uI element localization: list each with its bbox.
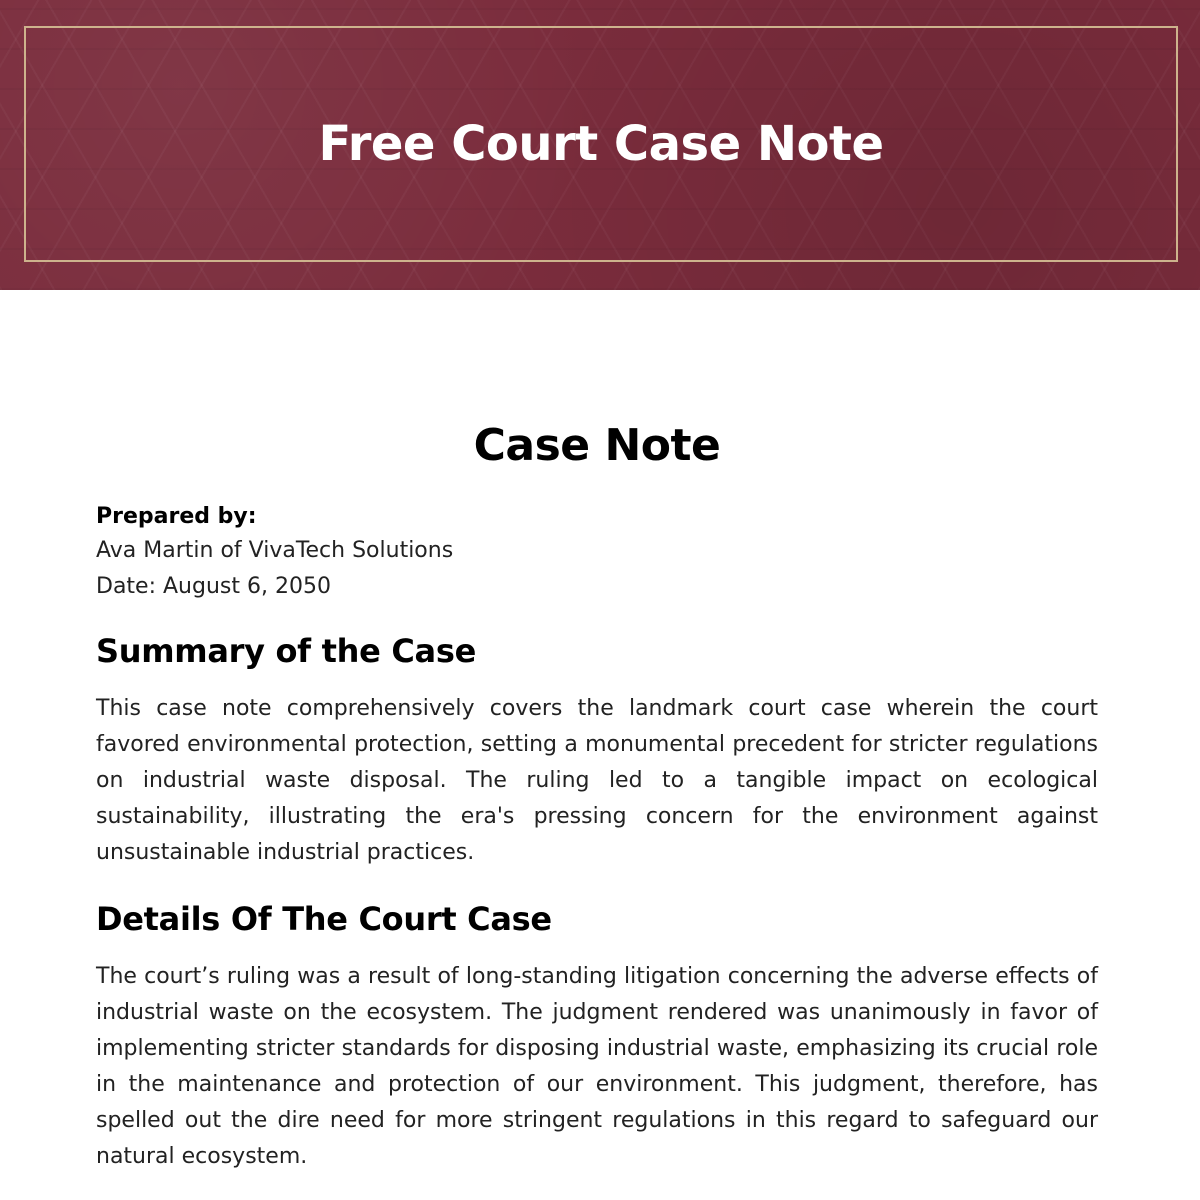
section-heading-summary: Summary of the Case [96, 632, 476, 670]
banner-frame [24, 26, 1178, 262]
section-paragraph-summary: This case note comprehensively covers the landmark court case wherein the court favored environmental protection, setting a monumental precedent for stricter regulations on industrial waste disposal. The ruling led to a tangible impact on ecological sustainability, illustrating the era's pressing concern for the environment against unsustainable industrial practices. [96, 696, 1098, 865]
section-heading-details: Details Of The Court Case [96, 900, 552, 938]
document-title: Case Note [473, 420, 721, 471]
document-date: Date: August 6, 2050 [96, 574, 331, 599]
prepared-by-label: Prepared by: [96, 504, 257, 529]
prepared-by-value: Ava Martin of VivaTech Solutions [96, 538, 454, 563]
document-body [96, 415, 1098, 1175]
banner-title: Free Court Case Note [318, 116, 884, 172]
header-banner [0, 0, 1200, 290]
section-details [96, 897, 1098, 1175]
section-summary [96, 629, 1098, 871]
section-paragraph-details: The court’s ruling was a result of long-standing litigation concerning the adverse effects of industrial waste on the ecosystem. The judgment rendered was unanimously in favor of implementing stricter standards for disposing industrial waste, emphasizing its crucial role in the maintenance and protection of our environment. This judgment, therefore, has spelled out the dire need for more stringent regulations in this regard to safeguard our natural ecosystem. [96, 964, 1098, 1169]
